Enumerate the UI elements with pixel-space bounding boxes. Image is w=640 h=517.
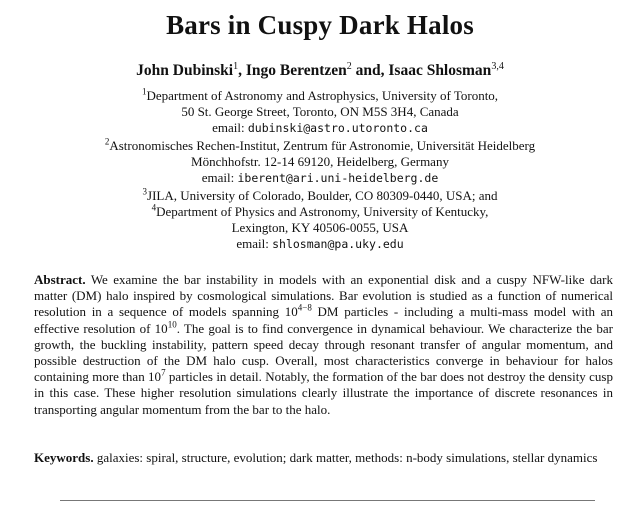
author-separator: and, xyxy=(351,62,389,79)
author-affil-sup: 3,4 xyxy=(491,60,504,72)
author-separator: , xyxy=(238,62,246,79)
keywords-label: Keywords. xyxy=(34,450,94,465)
author-affil-sup: 1 xyxy=(233,60,239,72)
abstract-text: . The goal is to find convergence in dynamical behaviour. We characterize the bar growth, the buckling instability, pattern speed decay through resonant transfer of angular momentum, and possible destruction of the DM halo cusp. Overall, most characteristics converge in behaviour for halos containing more than 10 xyxy=(34,320,613,385)
affil-line: Astronomisches Rechen-Institut, Zentrum für Astronomie, Universität Heidelberg xyxy=(109,138,536,153)
affiliation-3-4 xyxy=(0,188,640,252)
author-name: Ingo Berentzen xyxy=(245,62,347,79)
abstract-exponent: 10 xyxy=(167,319,177,330)
email-label: email: xyxy=(236,236,273,251)
author-line xyxy=(0,62,640,80)
keywords xyxy=(34,450,613,466)
affiliation-2 xyxy=(0,138,640,186)
affil-line: 50 St. George Street, Toronto, ON M5S 3H4, Canada xyxy=(181,104,459,119)
affil-sup: 3 xyxy=(142,186,148,197)
author-name: John Dubinski xyxy=(136,62,234,79)
affil-line: Lexington, KY 40506-0055, USA xyxy=(231,220,409,235)
abstract xyxy=(34,272,613,418)
email-label: email: xyxy=(201,170,238,185)
abstract-text: We examine the bar instability in models with an exponential disk and a cuspy NFW-like dark matter (DM) halo inspired by cosmological simulations. Bar evolution is studied as a function of numerical resolution in a sequence of models spanning 10 xyxy=(34,272,613,320)
abstract-exponent: 7 xyxy=(161,367,166,378)
affil-sup: 1 xyxy=(141,86,147,97)
author-name: Isaac Shlosman xyxy=(388,62,492,79)
abstract-label: Abstract. xyxy=(34,272,86,287)
affil-line: Department of Physics and Astronomy, University of Kentucky, xyxy=(156,204,489,219)
affil-line: Department of Astronomy and Astrophysics, University of Toronto, xyxy=(146,88,499,103)
email-address: shlosman@pa.uky.edu xyxy=(272,237,404,251)
abstract-exponent: 4−8 xyxy=(297,303,312,314)
keywords-text: galaxies: spiral, structure, evolution; dark matter, methods: n-body simulations, stellar dynamics xyxy=(93,450,598,465)
author-affil-sup: 2 xyxy=(346,60,352,72)
horizontal-rule xyxy=(60,500,595,501)
abstract-text: DM particles - including a multi-mass model with an effective resolution of 10 xyxy=(34,304,614,336)
email-address: iberent@ari.uni-heidelberg.de xyxy=(237,171,439,185)
affil-line: Mönchhofstr. 12-14 69120, Heidelberg, Germany xyxy=(191,154,449,169)
paper-title: Bars in Cuspy Dark Halos xyxy=(166,10,474,40)
affil-line: JILA, University of Colorado, Boulder, CO 80309-0440, USA; and xyxy=(147,188,498,203)
abstract-text: particles in detail. Notably, the formation of the bar does not destroy the density cusp in this case. These higher resolution simulations clearly illustrate the importance of discrete resonances in transporting angular momentum from the bar to the halo. xyxy=(34,369,613,417)
affil-sup: 2 xyxy=(104,136,110,147)
email-address: dubinski@astro.utoronto.ca xyxy=(247,121,428,135)
affiliation-1 xyxy=(0,88,640,136)
affil-sup: 4 xyxy=(151,202,157,213)
email-label: email: xyxy=(212,120,248,135)
